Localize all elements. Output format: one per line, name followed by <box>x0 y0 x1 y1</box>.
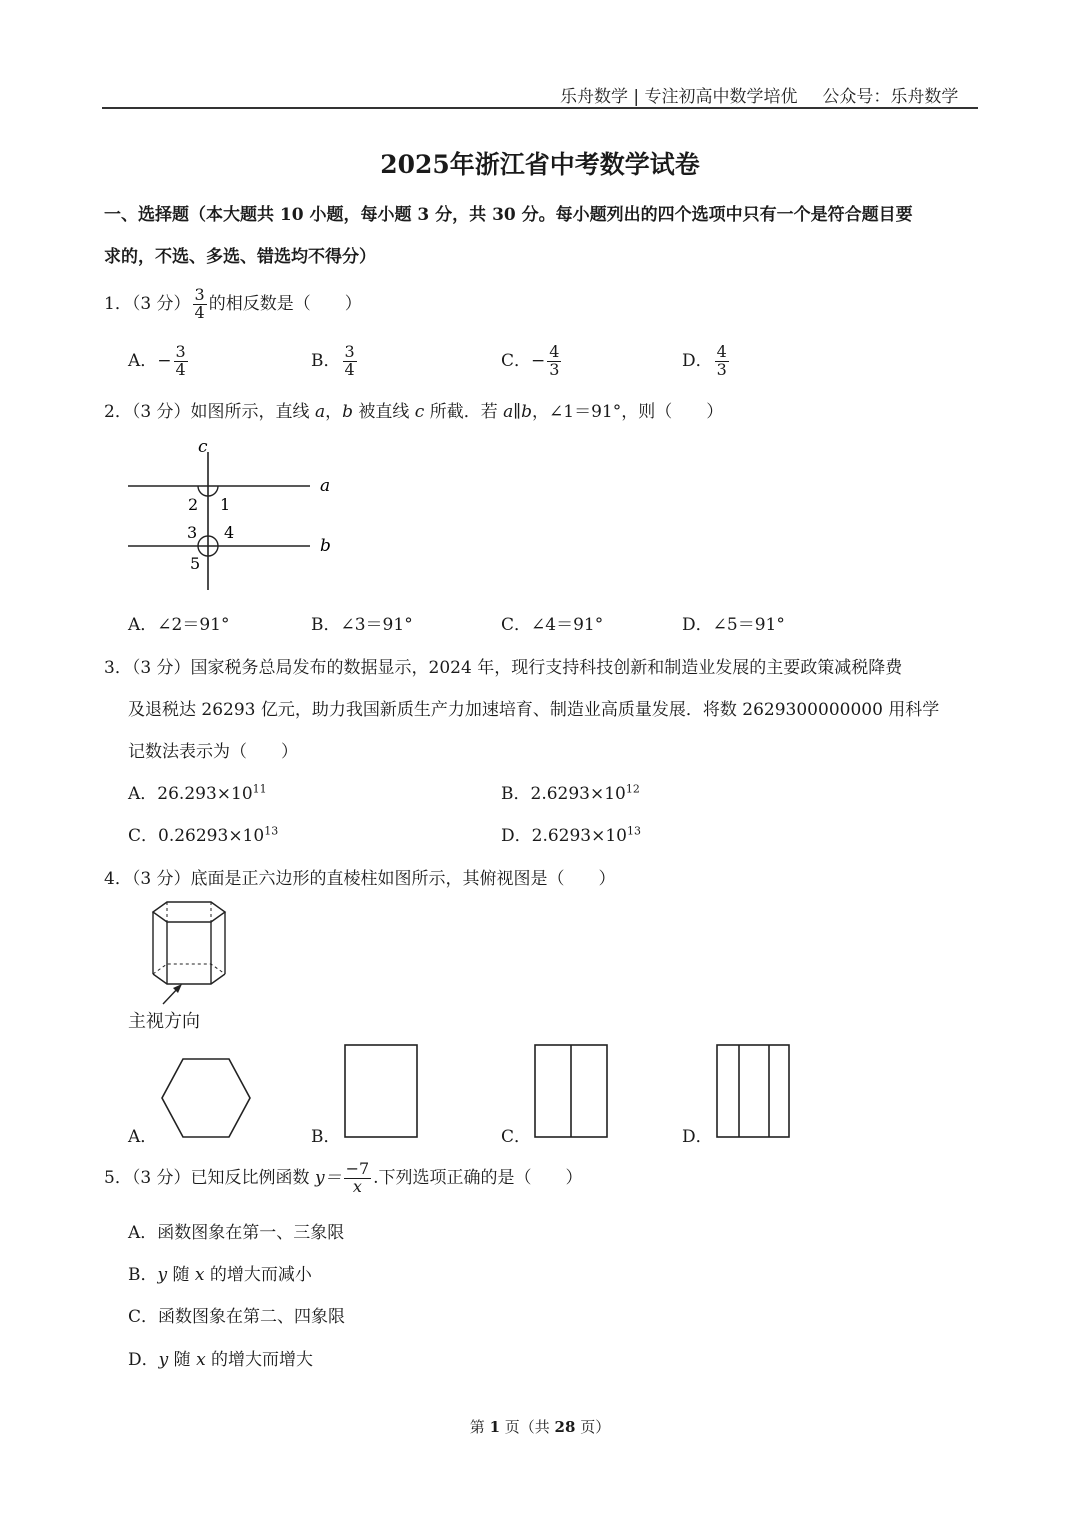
question-1-number: 1．（3 分） <box>104 294 191 314</box>
prism-figure <box>145 898 235 1008</box>
question-4-option-b-label: B． <box>311 1127 341 1147</box>
prism-bottom-edges <box>153 974 225 984</box>
question-4-option-b-figure <box>343 1043 421 1141</box>
label-c: c <box>198 437 208 457</box>
question-4-option-a-figure <box>160 1057 254 1141</box>
question-4-option-c-figure <box>533 1043 611 1141</box>
page-footer: 第 1 页（共 28 页） <box>469 1418 611 1436</box>
question-1-option-d: D． $\frac{4}{3}$ <box>682 342 727 379</box>
question-3-line3: 记数法表示为（ ） <box>128 742 298 762</box>
question-3-option-d: D．$2.6293\times 10^{13}$ <box>501 824 641 846</box>
question-5-option-d: D．y 随 x 的增大而增大 <box>128 1350 314 1370</box>
label-a: a <box>320 476 331 496</box>
question-3-option-a: A．$26.293\times 10^{11}$ <box>128 782 267 804</box>
question-2-option-c: C．∠4＝91° <box>501 615 604 635</box>
question-1-fraction: $\frac{3}{4}$ <box>194 285 205 322</box>
question-3-option-c: C．$0.26293\times 10^{13}$ <box>128 824 279 846</box>
question-3-line1: 3．（3 分）国家税务总局发布的数据显示，2024 年，现行支持科技创新和制造业发展的主要政策减税降费 <box>104 658 903 678</box>
angle-label-1: 1 <box>220 495 231 514</box>
question-2: 2．（3 分）如图所示，直线 a，b 被直线 c 所截．若 a∥b，∠1＝91°，则（ ） <box>104 402 724 422</box>
question-5: 5．（3 分）已知反比例函数 y＝ $\frac{-7}{x}$ .下列选项正确的是（ ） <box>104 1159 583 1196</box>
question-5-option-b: B．y 随 x 的增大而减小 <box>128 1265 312 1285</box>
header-separator: | <box>633 87 640 107</box>
hexagon-shape <box>162 1059 250 1137</box>
angle-label-3: 3 <box>187 523 198 542</box>
section-heading-line1: 一、选择题（本大题共 10 小题，每小题 3 分，共 30 分。每小题列出的四个选项中只有一个是符合题目要 <box>104 205 913 225</box>
question-2-option-d: D．∠5＝91° <box>682 615 785 635</box>
question-5-option-c: C．函数图象在第二、四象限 <box>128 1307 346 1327</box>
rectangle-shape <box>345 1045 417 1137</box>
question-1-option-c: C．− $\frac{4}{3}$ <box>501 342 560 379</box>
angle-label-2: 2 <box>188 495 199 514</box>
question-1 <box>104 282 362 326</box>
question-4-option-d-figure <box>715 1043 793 1141</box>
prism-hidden-edges <box>153 964 225 974</box>
question-4-option-a-label: A． <box>128 1127 158 1147</box>
prism-top-face <box>153 902 225 922</box>
question-1-option-b: B． $\frac{3}{4}$ <box>311 342 355 379</box>
view-direction-label: 主视方向 <box>128 1011 200 1032</box>
question-3-option-b: B．$2.6293\times 10^{12}$ <box>501 782 640 804</box>
angle-label-5: 5 <box>190 554 201 573</box>
page-header <box>560 82 958 107</box>
question-3-line2: 及退税达 26293 亿元，助力我国新质生产力加速培育、制造业高质量发展．将数 2629300000000 用科学 <box>128 700 940 720</box>
question-4: 4．（3 分）底面是正六边形的直棱柱如图所示，其俯视图是（ ） <box>104 869 616 889</box>
header-account: 公众号：乐舟数学 <box>822 87 959 107</box>
question-2-option-a: A．∠2＝91° <box>128 615 230 635</box>
header-slogan: 专注初高中数学培优 <box>644 87 798 107</box>
question-2-figure <box>120 432 350 592</box>
page-title: 2025年浙江省中考数学试卷 <box>380 150 700 179</box>
page-number: 1 <box>489 1418 500 1436</box>
label-b: b <box>320 536 331 556</box>
header-divider <box>102 107 978 109</box>
question-4-option-d-label: D． <box>682 1127 713 1147</box>
section-heading-line2: 求的，不选、多选、错选均不得分） <box>104 247 376 267</box>
question-1-text: 的相反数是（ ） <box>208 294 362 314</box>
question-2-option-b: B．∠3＝91° <box>311 615 413 635</box>
question-1-option-a: A．− $\frac{3}{4}$ <box>128 342 186 379</box>
header-brand: 乐舟数学 <box>560 87 628 107</box>
angle-label-4: 4 <box>224 523 235 542</box>
question-4-option-c-label: C． <box>501 1127 532 1147</box>
total-pages: 28 <box>554 1418 576 1436</box>
question-5-fraction: $\frac{-7}{x}$ <box>345 1159 370 1196</box>
rectangle-two-dividers <box>717 1045 789 1137</box>
question-5-option-a: A．函数图象在第一、三象限 <box>128 1223 345 1243</box>
